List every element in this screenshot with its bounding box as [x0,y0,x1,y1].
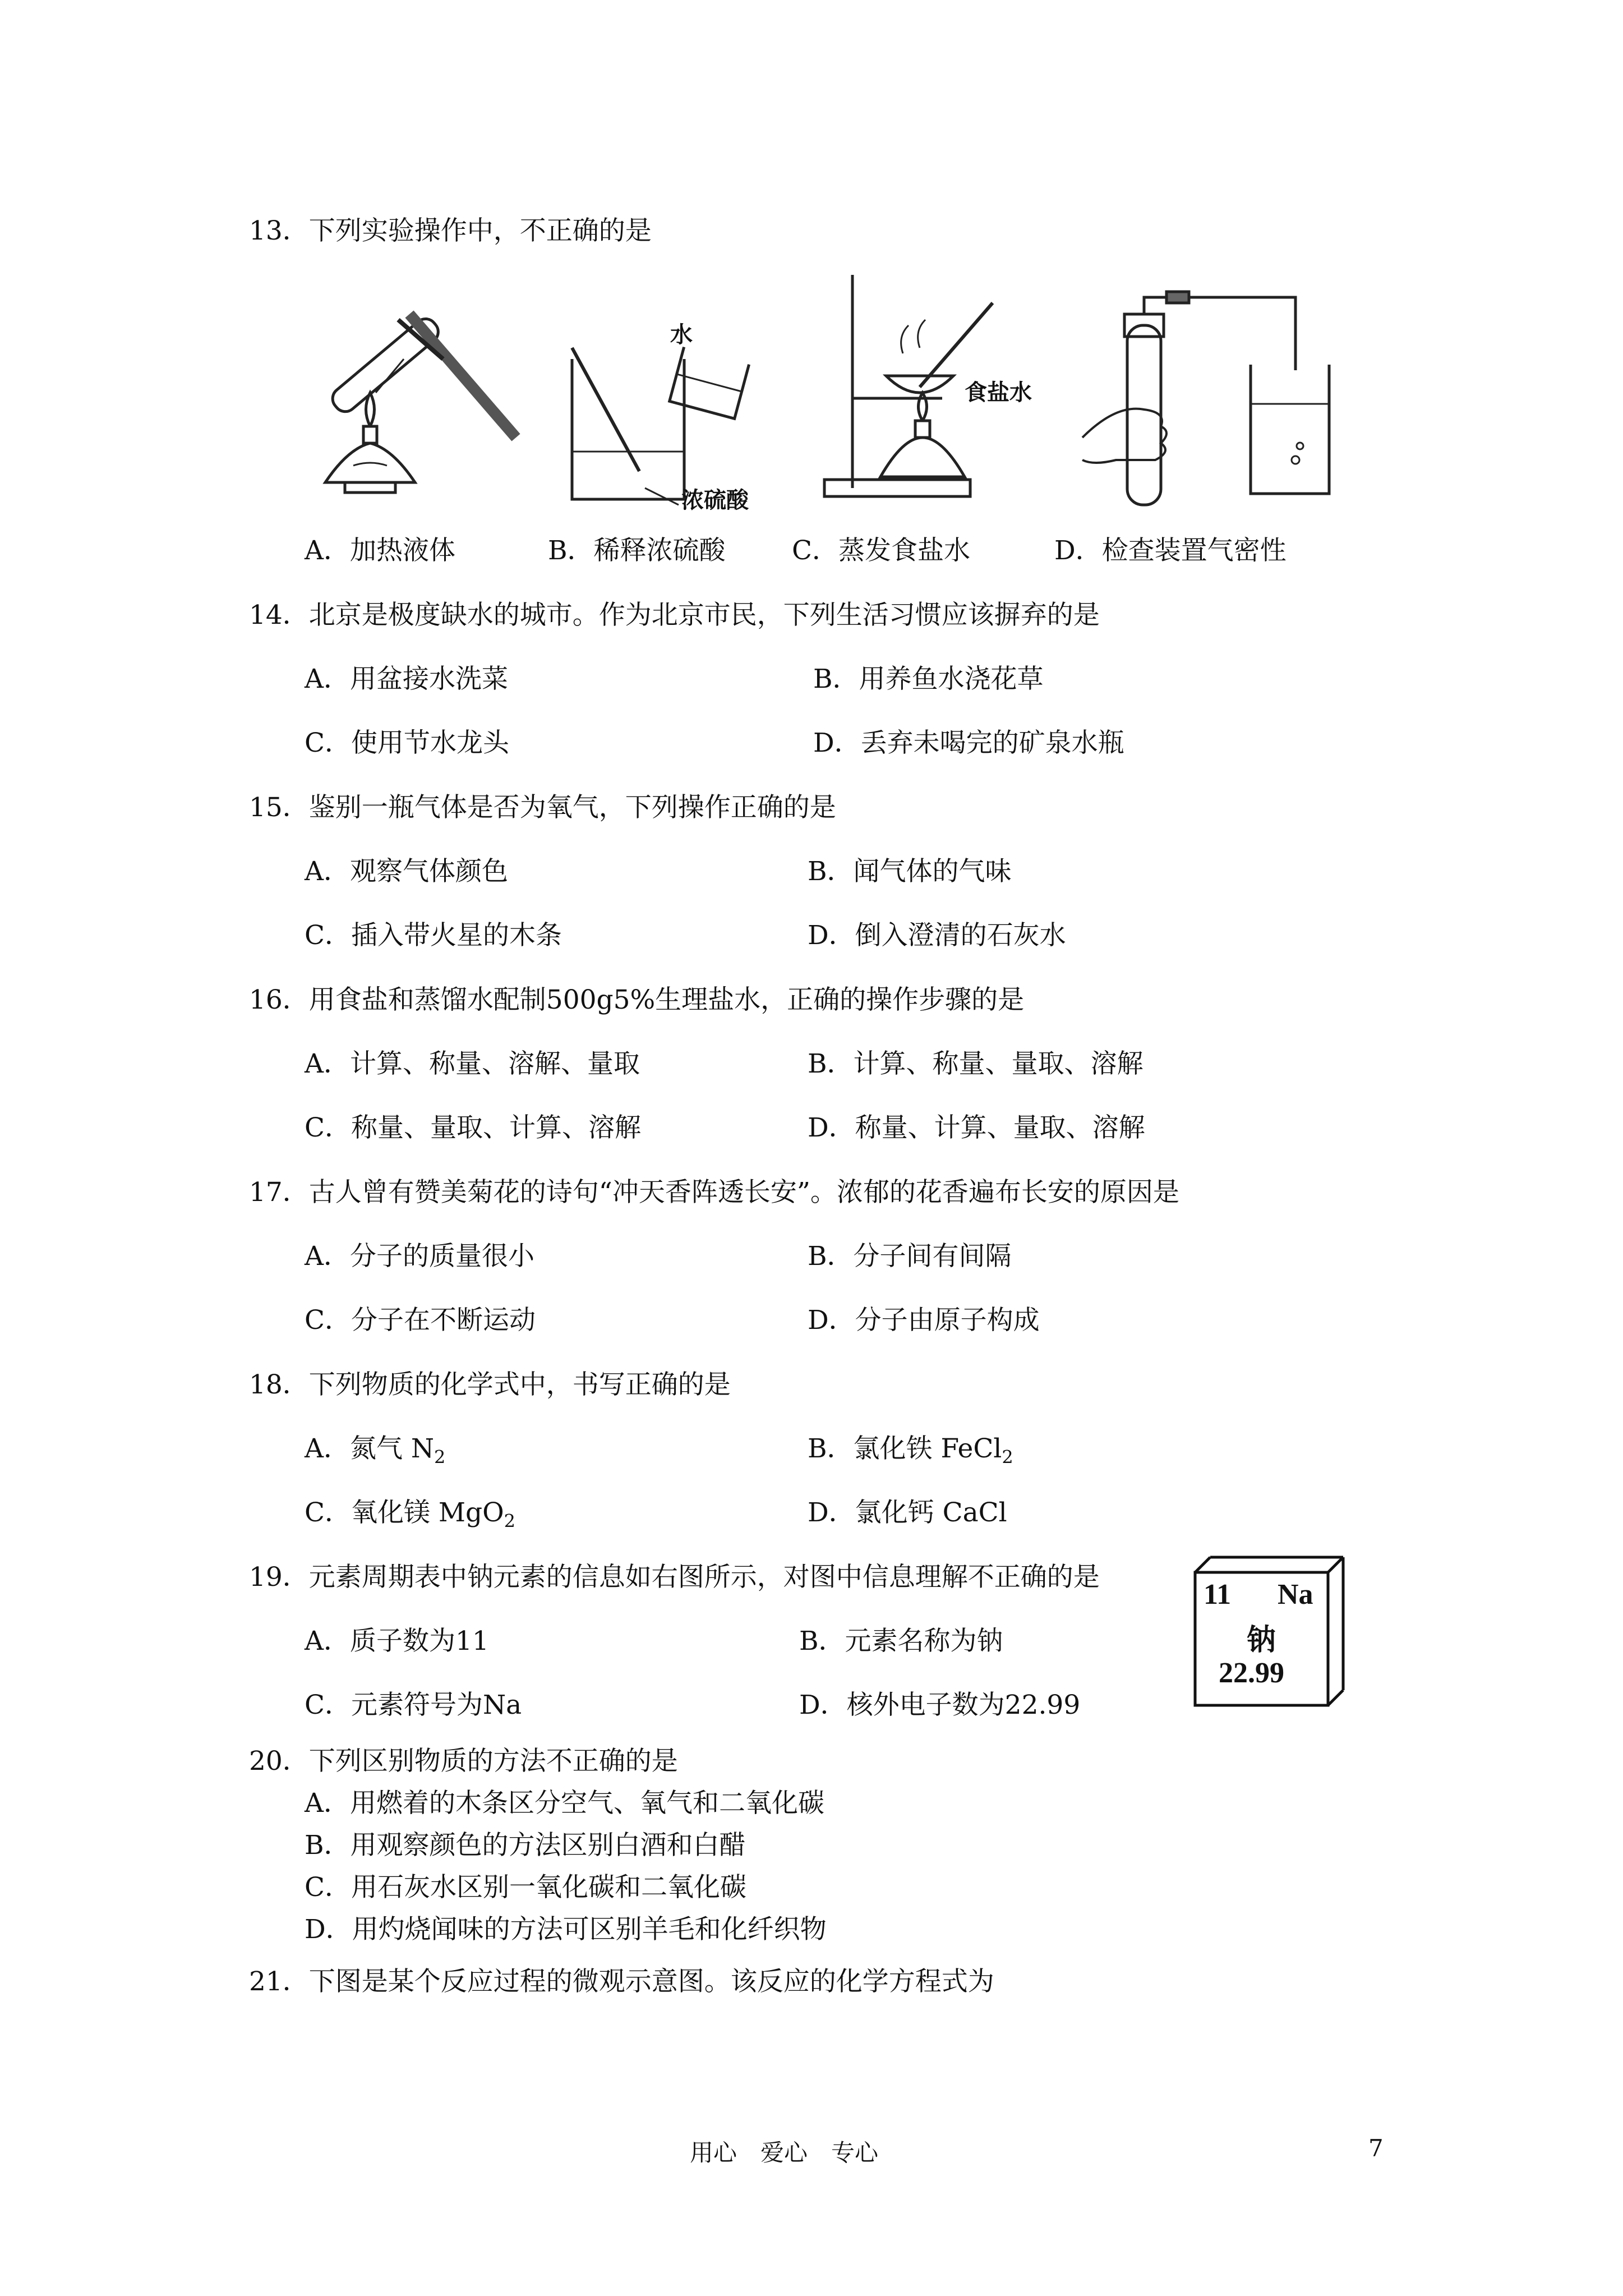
q13-option-d: D．检查装置气密性 [1054,535,1287,566]
element-atomic-mass: 22.99 [1219,1657,1284,1689]
q17-stem: 17．古人曾有赞美菊花的诗句“冲天香阵透长安”。浓郁的花香遍布长安的原因是 [249,1177,1179,1208]
label-saltwater: 食盐水 [965,379,1032,406]
q21-stem: 21．下图是某个反应过程的微观示意图。该反应的化学方程式为 [249,1966,994,1997]
q18-option-a-sub: 2 [434,1446,446,1468]
q19-option-c: C．元素符号为Na [305,1690,522,1720]
q18-option-d-text: D．氯化钙 CaCl [808,1497,1007,1528]
q14-stem: 14．北京是极度缺水的城市。作为北京市民，下列生活习惯应该摒弃的是 [249,600,1100,631]
label-conc-sulfuric-acid: 浓硫酸 [681,487,749,513]
q14-option-c: C．使用节水龙头 [305,728,509,758]
label-water: 水 [670,321,693,348]
q20-stem: 20．下列区别物质的方法不正确的是 [249,1746,678,1777]
q17-option-d: D．分子由原子构成 [808,1305,1040,1336]
q18-option-a-text: A．氮气 N [305,1433,435,1464]
q19-option-d: D．核外电子数为22.99 [799,1690,1081,1720]
q19-option-a: A．质子数为11 [305,1626,489,1657]
q16-option-d: D．称量、计算、量取、溶解 [808,1112,1145,1143]
footer-motto: 用心 爱心 专心 [690,2139,879,2166]
q15-option-a: A．观察气体颜色 [305,856,508,887]
q16-option-c: C．称量、量取、计算、溶解 [305,1112,641,1143]
q20-option-c: C．用石灰水区别一氧化碳和二氧化碳 [305,1872,746,1903]
q18-option-d [808,1496,1007,1538]
q18-option-a [305,1432,445,1474]
q18-option-b-sub: 2 [1002,1446,1013,1468]
q18-option-c-text: C．氧化镁 MgO [305,1497,504,1528]
q17-option-b: B．分子间有间隔 [808,1241,1012,1272]
q15-stem: 15．鉴别一瓶气体是否为氧气，下列操作正确的是 [249,792,836,823]
q15-option-b: B．闻气体的气味 [808,856,1012,887]
q17-option-c: C．分子在不断运动 [305,1305,536,1336]
fig-airtightness-check [1082,292,1335,505]
q13-stem: 13．下列实验操作中，不正确的是 [249,215,652,246]
q17-option-a: A．分子的质量很小 [305,1241,534,1272]
q18-option-b-text: B．氯化铁 FeCl [808,1433,1002,1464]
q13-option-a: A．加热液体 [305,535,455,566]
q20-option-a: A．用燃着的木条区分空气、氧气和二氧化碳 [305,1788,824,1819]
q16-option-b: B．计算、称量、量取、溶解 [808,1048,1144,1079]
q15-option-c: C．插入带火星的木条 [305,920,562,951]
q20-option-b: B．用观察颜色的方法区别白酒和白醋 [305,1830,746,1861]
q13-option-b: B．稀释浓硫酸 [548,535,726,566]
q18-option-c-sub: 2 [504,1510,516,1532]
q16-option-a: A．计算、称量、溶解、量取 [305,1048,640,1079]
element-name: 钠 [1247,1625,1276,1657]
q18-option-b [808,1432,1013,1474]
q14-option-d: D．丢弃未喝完的矿泉水瓶 [813,728,1124,758]
element-card-sodium [1193,1556,1345,1707]
q20-option-d: D．用灼烧闻味的方法可区别羊毛和化纤织物 [305,1914,827,1945]
fig-heating-liquid [314,297,533,510]
q15-option-d: D．倒入澄清的石灰水 [808,920,1066,951]
element-symbol: Na [1278,1579,1313,1611]
element-atomic-number: 11 [1204,1579,1232,1611]
q18-option-c [305,1496,515,1538]
q14-option-b: B．用养鱼水浇花草 [813,664,1044,694]
q14-option-a: A．用盆接水洗菜 [305,664,508,694]
q16-stem: 16．用食盐和蒸馏水配制500g5%生理盐水，正确的操作步骤的是 [249,984,1025,1015]
q18-stem: 18．下列物质的化学式中，书写正确的是 [249,1369,731,1400]
q13-option-c: C．蒸发食盐水 [792,535,970,566]
page-number: 7 [1368,2134,1384,2162]
q19-option-b: B．元素名称为钠 [799,1626,1003,1657]
q19-stem: 19．元素周期表中钠元素的信息如右图所示，对图中信息理解不正确的是 [249,1562,1100,1593]
